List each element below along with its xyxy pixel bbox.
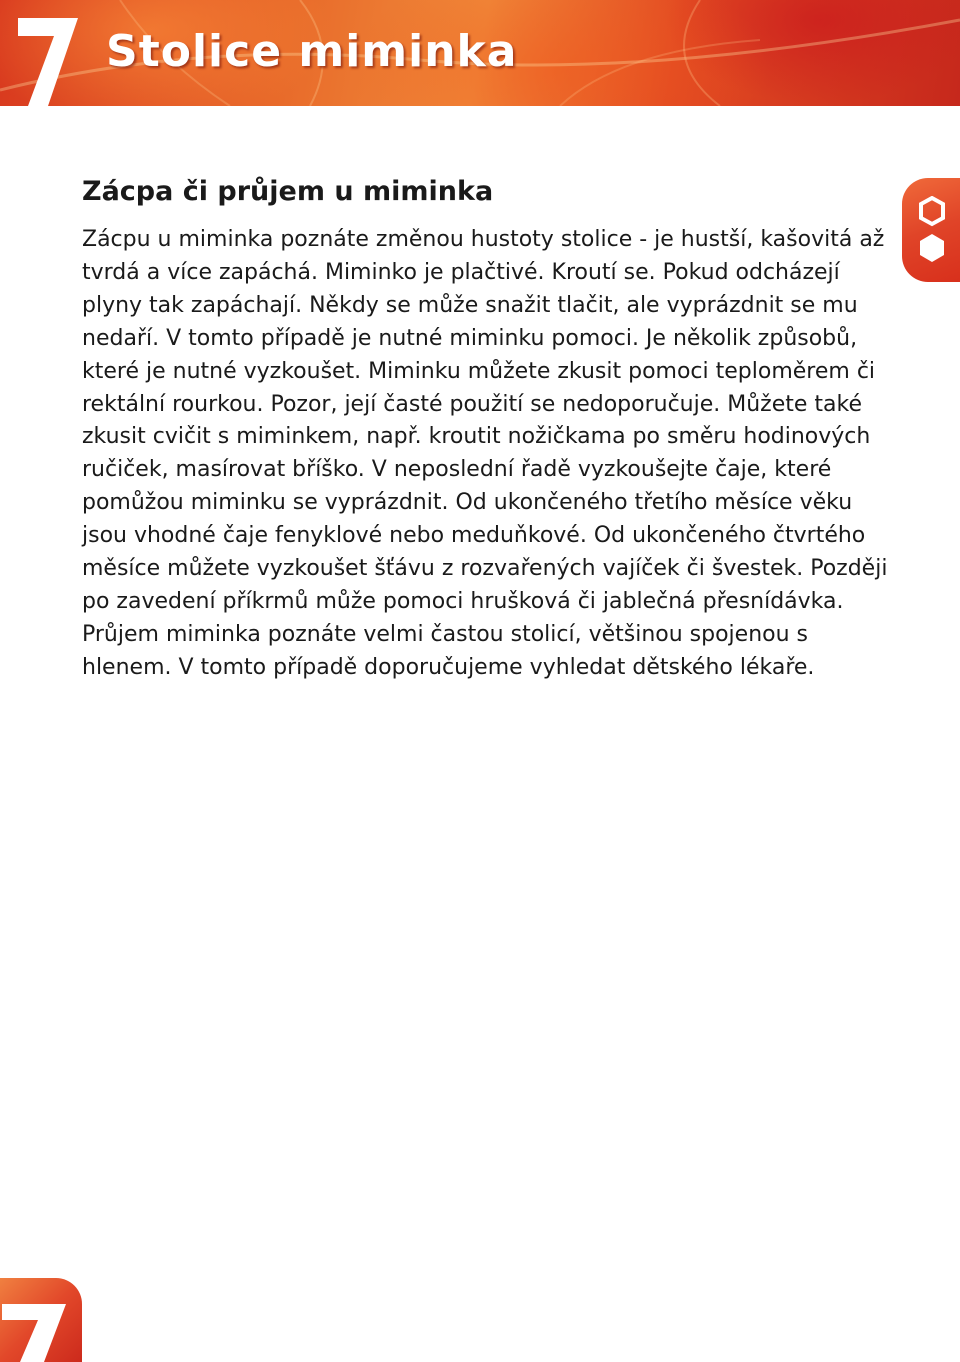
chapter-number-graphic	[14, 10, 84, 106]
article-body	[82, 224, 892, 685]
hexagon-pair-icon	[918, 196, 946, 264]
header-banner	[0, 0, 960, 106]
footer-chapter-number-graphic	[0, 1278, 82, 1362]
footer-chapter-tab	[0, 1278, 82, 1362]
chapter-side-tab	[902, 178, 960, 282]
paragraph-constipation: Zácpu u miminka poznáte změnou hustoty stolice - je hustší, kašovitá až tvrdá a více zapáchá. Miminko je plačtivé. Kroutí se. Pokud odcházejí plyny tak zapáchají. Někdy se může snažit tlačit, ale vyprázdnit se mu nedaří. V tomto případě je nutné miminku pomoci. Je několik způsobů, které je nutné vyzkoušet. Miminku můžete zkusit pomoci teploměrem či rektální rourkou. Pozor, její časté použití se nedoporučuje. Můžete také zkusit cvičit s miminkem, např. kroutit nožičkama po směru hodinových ručiček, masírovat bříško. V neposlední řadě vyzkoušejte čaje, které pomůžou miminku se vyprázdnit. Od ukončeného třetího měsíce věku jsou vhodné čaje fenyklové nebo meduňkové. Od ukončeného čtvrtého měsíce můžete vyzkoušet šťávu z rozvařených vajíček či švestek. Později po zavedení příkrmů může pomoci hrušková či jablečná přesnídávka.	[82, 227, 888, 614]
section-heading: Zácpa či průjem u miminka	[82, 176, 494, 207]
paragraph-diarrhea: Průjem miminka poznáte velmi častou stolicí, většinou spojenou s hlenem. V tomto případě doporučujeme vyhledat dětského lékaře.	[82, 621, 815, 680]
page-title: Stolice miminka	[106, 26, 518, 77]
